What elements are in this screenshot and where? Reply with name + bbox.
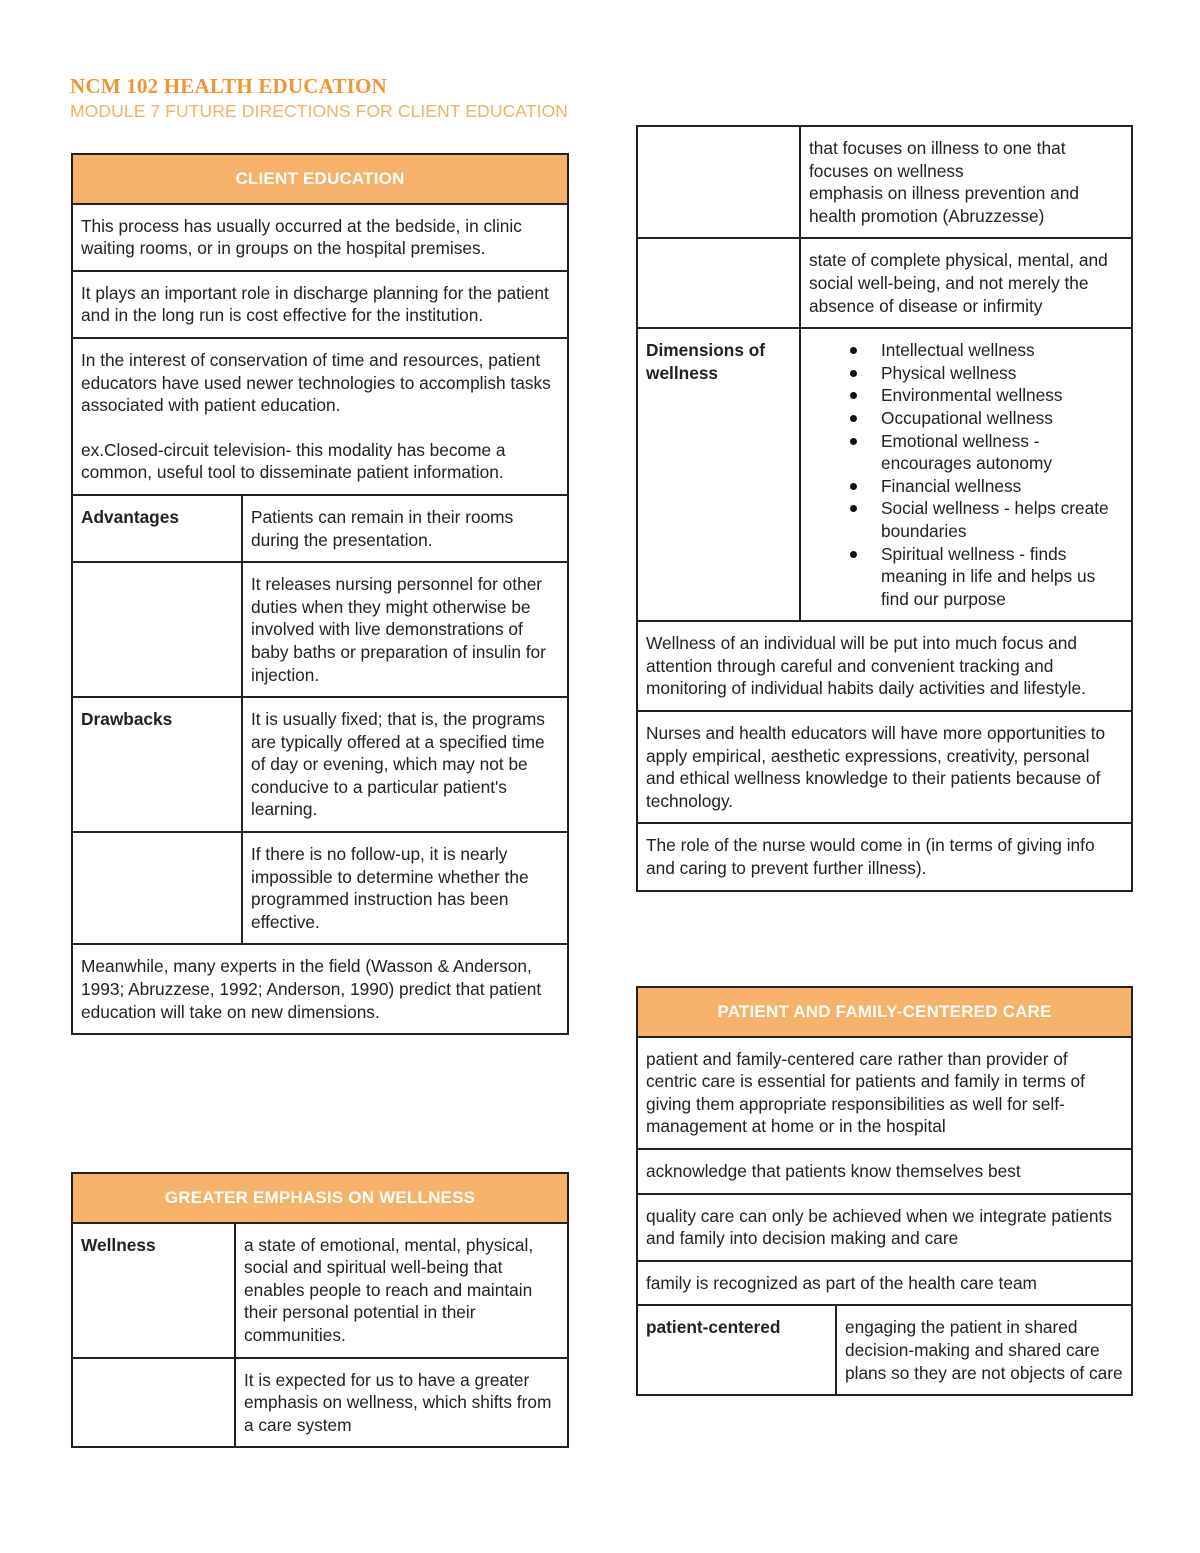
document-title: NCM 102 HEALTH EDUCATION	[70, 74, 387, 98]
list-item: Occupational wellness	[881, 407, 1123, 430]
list-item: Intellectual wellness	[881, 339, 1123, 362]
list-item: Environmental wellness	[881, 384, 1123, 407]
wellness-nurses: Nurses and health educators will have more opportunities to apply empirical, aesthetic expressions, creativity, personal and ethical wellness knowledge to their patients because of technology.	[637, 711, 1132, 823]
list-item: Financial wellness	[881, 475, 1123, 498]
empty-cell	[637, 126, 800, 238]
document-subtitle: MODULE 7 FUTURE DIRECTIONS FOR CLIENT EDUCATION	[70, 101, 568, 121]
wellness-definition: a state of emotional, mental, physical, social and spiritual well-being that enables people to reach and maintain their personal potential in their communities.	[235, 1223, 568, 1358]
advantage-2: It releases nursing personnel for other duties when they might otherwise be involved with live demonstrations of baby baths or preparation of insulin for injection.	[242, 562, 568, 697]
client-education-p3b: ex.Closed-circuit television- this modality has become a common, useful tool to disseminate patient information.	[81, 439, 506, 483]
dimensions-label: Dimensions of wellness	[637, 328, 800, 621]
wellness-continued	[800, 126, 1132, 238]
dimensions-cell	[800, 328, 1132, 621]
wellness-focus: Wellness of an individual will be put into much focus and attention through careful and convenient tracking and monitoring of individual habits daily activities and lifestyle.	[637, 621, 1132, 711]
wellness-heading: GREATER EMPHASIS ON WELLNESS	[72, 1173, 568, 1223]
drawback-2: If there is no follow-up, it is nearly impossible to determine whether the programmed instruction has been effective.	[242, 832, 568, 944]
client-education-p3	[72, 338, 568, 495]
client-education-p3a: In the interest of conservation of time and resources, patient educators have used newer technologies to accomplish tasks associated with patient education.	[81, 349, 551, 416]
wellness-label: Wellness	[72, 1223, 235, 1358]
drawback-1: It is usually fixed; that is, the programs are typically offered at a specified time of day or evening, which may not be conducive to a particular patient's learning.	[242, 697, 568, 832]
client-education-p4: Meanwhile, many experts in the field (Wasson & Anderson, 1993; Abruzzese, 1992; Anderson, 1990) predict that patient education will take on new dimensions.	[72, 944, 568, 1034]
empty-cell	[72, 832, 242, 944]
pfcc-p4: family is recognized as part of the health care team	[637, 1261, 1132, 1306]
list-item: Physical wellness	[881, 362, 1123, 385]
list-item: Social wellness - helps create boundaries	[881, 497, 1123, 542]
pfcc-table	[636, 986, 1133, 1396]
empty-cell	[72, 562, 242, 697]
wellness-expected: It is expected for us to have a greater emphasis on wellness, which shifts from a care system	[235, 1358, 568, 1448]
wellness-cont-1: that focuses on illness to one that focuses on wellness	[809, 138, 1066, 181]
empty-cell	[637, 238, 800, 328]
wellness-continued-table	[636, 125, 1133, 892]
client-education-table	[71, 153, 569, 1035]
pfcc-p3: quality care can only be achieved when we integrate patients and family into decision making and care	[637, 1194, 1132, 1261]
wellness-cont-2: emphasis on illness prevention and health promotion (Abruzzesse)	[809, 183, 1079, 226]
client-education-p2: It plays an important role in discharge planning for the patient and in the long run is cost effective for the institution.	[72, 271, 568, 338]
pfcc-p2: acknowledge that patients know themselves best	[637, 1149, 1132, 1194]
client-education-heading: CLIENT EDUCATION	[72, 154, 568, 204]
patient-centered-definition: engaging the patient in shared decision-making and shared care plans so they are not objects of care	[836, 1305, 1132, 1395]
pfcc-p1: patient and family-centered care rather than provider of centric care is essential for patients and family in terms of giving them appropriate responsibilities as well for self-management at home or in the hospital	[637, 1037, 1132, 1149]
dimensions-list	[809, 339, 1123, 610]
empty-cell	[72, 1358, 235, 1448]
advantage-1: Patients can remain in their rooms during the presentation.	[242, 495, 568, 562]
client-education-p1: This process has usually occurred at the bedside, in clinic waiting rooms, or in groups on the hospital premises.	[72, 204, 568, 271]
pfcc-heading: PATIENT AND FAMILY-CENTERED CARE	[637, 987, 1132, 1037]
drawbacks-label: Drawbacks	[72, 697, 242, 832]
wellness-role: The role of the nurse would come in (in terms of giving info and caring to prevent further illness).	[637, 823, 1132, 890]
advantages-label: Advantages	[72, 495, 242, 562]
wellness-state: state of complete physical, mental, and social well-being, and not merely the absence of disease or infirmity	[800, 238, 1132, 328]
list-item: Emotional wellness - encourages autonomy	[881, 430, 1123, 475]
patient-centered-label: patient-centered	[637, 1305, 836, 1395]
list-item: Spiritual wellness - finds meaning in life and helps us find our purpose	[881, 543, 1123, 611]
wellness-table	[71, 1172, 569, 1448]
